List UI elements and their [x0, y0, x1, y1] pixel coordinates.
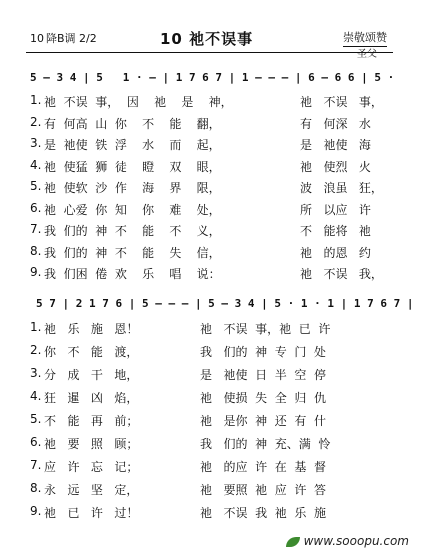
verse-line: [0, 481, 423, 501]
page-number: 10: [30, 32, 44, 45]
lyric-part-a: 有 何高 山 你 不 能 翻，: [44, 116, 221, 131]
lyric-part-a: 我 们的 神 不 能 失 信，: [44, 245, 221, 260]
lyric-part-a: 祂 乐 施 恩！: [44, 322, 139, 336]
key-signature: 降B调 2/2: [46, 32, 97, 45]
verse-line: [0, 320, 423, 340]
verse-number: 1.: [30, 320, 42, 334]
site-watermark: [286, 534, 409, 548]
lyric-part-a: 祂 不误 事， 因 祂 是 神，: [44, 95, 233, 109]
lyric-part-a: 你 不 能 渡，: [44, 345, 139, 359]
notation-line-1: [0, 71, 423, 89]
lyric-part-a: 祂 使软 沙 作 海 界 限，: [44, 181, 221, 195]
verse-line: [0, 222, 423, 242]
verse-line: [0, 244, 423, 264]
lyric-part-b: 祂 要照 祂 应 许 答: [200, 483, 326, 497]
verse-number: 3.: [30, 136, 42, 150]
notation-line-2: [0, 297, 423, 315]
lyric-part-b: 祂 是你 神 还 有 什: [200, 414, 326, 428]
lyric-part-b: 波 浪虽 狂，: [300, 181, 383, 195]
verse-line: [0, 265, 423, 285]
lyric-part-a: 祂 要 照 顾；: [44, 437, 139, 451]
lyric-part-b: 我 们的 神 充、满 怜: [200, 437, 331, 451]
verse-line: [0, 179, 423, 199]
lyric-part-a: 应 许 忘 记；: [44, 460, 139, 474]
verse-line: [0, 412, 423, 432]
lyric-part-a: 是 祂使 铁 浮 水 而 起，: [44, 138, 221, 152]
verse-number: 5.: [30, 179, 42, 193]
verse-number: 8.: [30, 481, 42, 495]
watermark-text: www.sooopu.com: [303, 534, 409, 548]
verse-number: 9.: [30, 504, 42, 518]
lyric-part-a: 永 远 坚 定，: [44, 483, 139, 497]
lyric-part-a: 分 成 干 地，: [44, 368, 139, 382]
verse-number: 6.: [30, 435, 42, 449]
lyric-part-b: 是 祂使 日 半 空 停: [200, 368, 326, 382]
verse-line: [0, 93, 423, 113]
verse-number: 4.: [30, 389, 42, 403]
verse-line: [0, 136, 423, 156]
lyric-part-b: 祂 的应 许 在 基 督: [200, 460, 326, 474]
lyric-part-a: 祂 已 许 过！: [44, 506, 139, 520]
lyric-part-b: 祂 不误 我，: [300, 267, 383, 281]
lyric-part-b: 祂 不误 事，祂 已 许: [200, 322, 331, 336]
verse-number: 7.: [30, 222, 42, 236]
verse-line: [0, 343, 423, 363]
verse-line: [0, 504, 423, 524]
notation-text: 5 — 3 4 | 5 1 · — | 1 7 6 7 | 1 — — — | 6 — 6 6 | 5 ·: [30, 71, 395, 84]
leaf-icon: [286, 537, 300, 547]
composer-label: 圣父: [357, 49, 377, 60]
lyric-part-b: 我 们的 神 专 门 处: [200, 345, 326, 359]
verse-line: [0, 366, 423, 386]
verse-number: 5.: [30, 412, 42, 426]
verse-line: [0, 201, 423, 221]
lyric-part-b: 有 何深 水: [300, 116, 371, 131]
lyric-part-a: 祂 使猛 狮 徒 瞪 双 眼，: [44, 159, 221, 174]
lyric-part-b: 祂 的恩 约: [300, 245, 371, 260]
lyric-part-b: 不 能将 祂: [300, 224, 371, 238]
lyric-part-b: 是 祂使 海: [300, 138, 371, 152]
verse-line: [0, 458, 423, 478]
verse-number: 9.: [30, 265, 42, 279]
verse-line: [0, 158, 423, 178]
verse-number: 7.: [30, 458, 42, 472]
category-label: [343, 29, 387, 45]
verse-line: [0, 115, 423, 135]
lyric-part-a: 不 能 再 前；: [44, 414, 139, 428]
verse-number: 2.: [30, 114, 42, 129]
lyric-part-a: 祂 心爱 你 知 你 难 处，: [44, 202, 221, 217]
verse-number: 4.: [30, 157, 42, 172]
verse-number: 3.: [30, 366, 42, 380]
verse-number: 6.: [30, 200, 42, 215]
verse-line: [0, 435, 423, 455]
verse-number: 8.: [30, 243, 42, 258]
lyric-part-a: 我 们的 神 不 能 不 义，: [44, 224, 221, 238]
header-rule: [26, 52, 393, 53]
notation-text: 5 7 | 2 1 7 6 | 5 — — — | 5 — 3 4 | 5 · 1 · 1 | 1 7 6 7 |: [36, 297, 414, 310]
verse-number: 2.: [30, 343, 42, 357]
verse-number: 1.: [30, 93, 42, 107]
page-key-info: [30, 30, 97, 46]
lyric-part-a: 狂 暹 凶 焰，: [44, 391, 139, 405]
lyric-part-b: 祂 使烈 火: [300, 159, 371, 174]
lyric-part-b: 祂 不误 我 祂 乐 施: [200, 506, 326, 520]
category-text: 崇敬颂赞: [343, 31, 387, 44]
song-title: 10 祂不误事: [160, 30, 254, 48]
lyric-part-a: 我 们困 倦 欢 乐 唱 说：: [44, 267, 221, 281]
verse-line: [0, 389, 423, 409]
lyric-part-b: 祂 不误 事，: [300, 95, 383, 109]
lyric-part-b: 祂 使损 失 全 归 仇: [200, 391, 326, 405]
lyric-part-b: 所 以应 许: [300, 202, 371, 217]
